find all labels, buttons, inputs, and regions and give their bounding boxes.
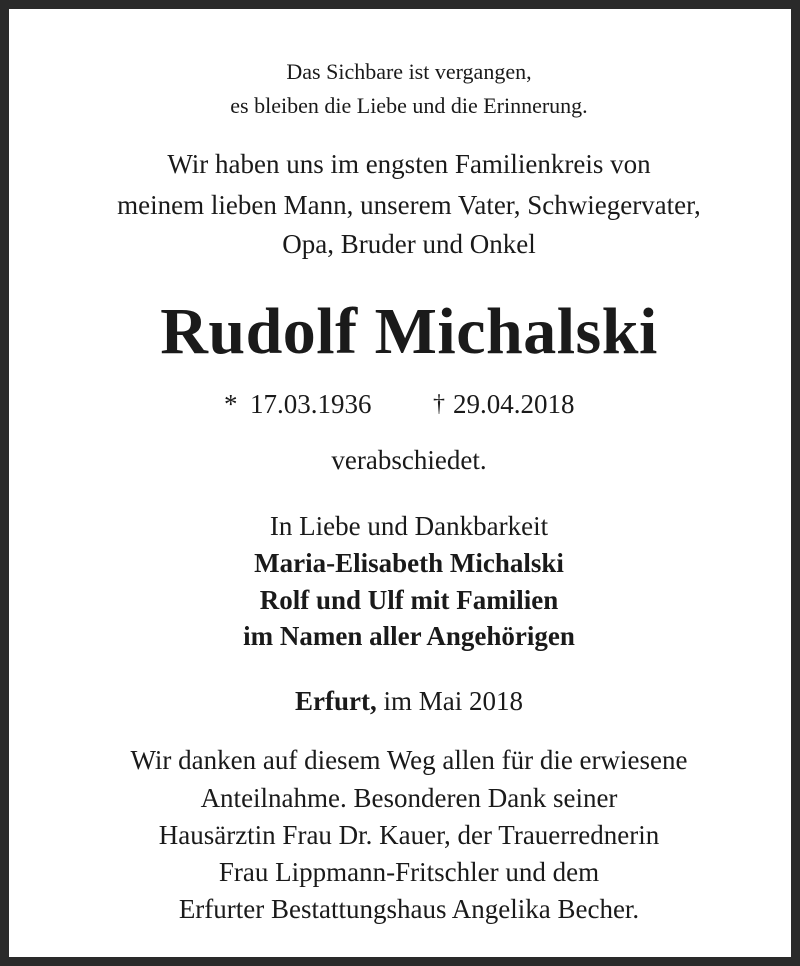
- place: Erfurt,: [295, 686, 377, 716]
- thanks-line-5: Erfurter Bestattungshaus Angelika Becher.: [178, 894, 640, 924]
- deceased-name: Rudolf Michalski: [160, 295, 658, 368]
- place-date-line: [9, 686, 800, 717]
- cross-icon: †: [433, 391, 445, 417]
- motto-line-1: Das Sichbare ist vergangen,: [286, 59, 532, 84]
- mourner-line-3: im Namen aller Angehörigen: [243, 621, 575, 651]
- date: im Mai 2018: [383, 686, 523, 716]
- thanks-line-4: Frau Lippmann-Fritschler und dem: [218, 857, 600, 887]
- farewell-text: verabschiedet.: [331, 445, 487, 475]
- death-date: 29.04.2018: [453, 389, 575, 419]
- intro-line-3: Opa, Bruder und Onkel: [282, 229, 536, 259]
- mourner-line-1: Maria-Elisabeth Michalski: [254, 548, 564, 578]
- birth-date: 17.03.1936: [250, 389, 372, 419]
- intro-line-1: Wir haben uns im engsten Familienkreis von: [167, 149, 651, 179]
- intro-line-2: meinem lieben Mann, unserem Vater, Schwiegervater,: [117, 190, 701, 220]
- motto-line-2: es bleiben die Liebe und die Erinnerung.: [230, 93, 588, 118]
- mourner-line-2: Rolf und Ulf mit Familien: [259, 585, 559, 615]
- birth-star-icon: *: [224, 389, 238, 419]
- thanks-line-2: Anteilnahme. Besonderen Dank seiner: [200, 783, 618, 813]
- thanks-line-3: Hausärztin Frau Dr. Kauer, der Trauerrednerin: [158, 820, 660, 850]
- thanks-line-1: Wir danken auf diesem Weg allen für die erwiesene: [130, 745, 688, 775]
- life-dates: [9, 389, 800, 423]
- mourners-intro: In Liebe und Dankbarkeit: [269, 511, 549, 541]
